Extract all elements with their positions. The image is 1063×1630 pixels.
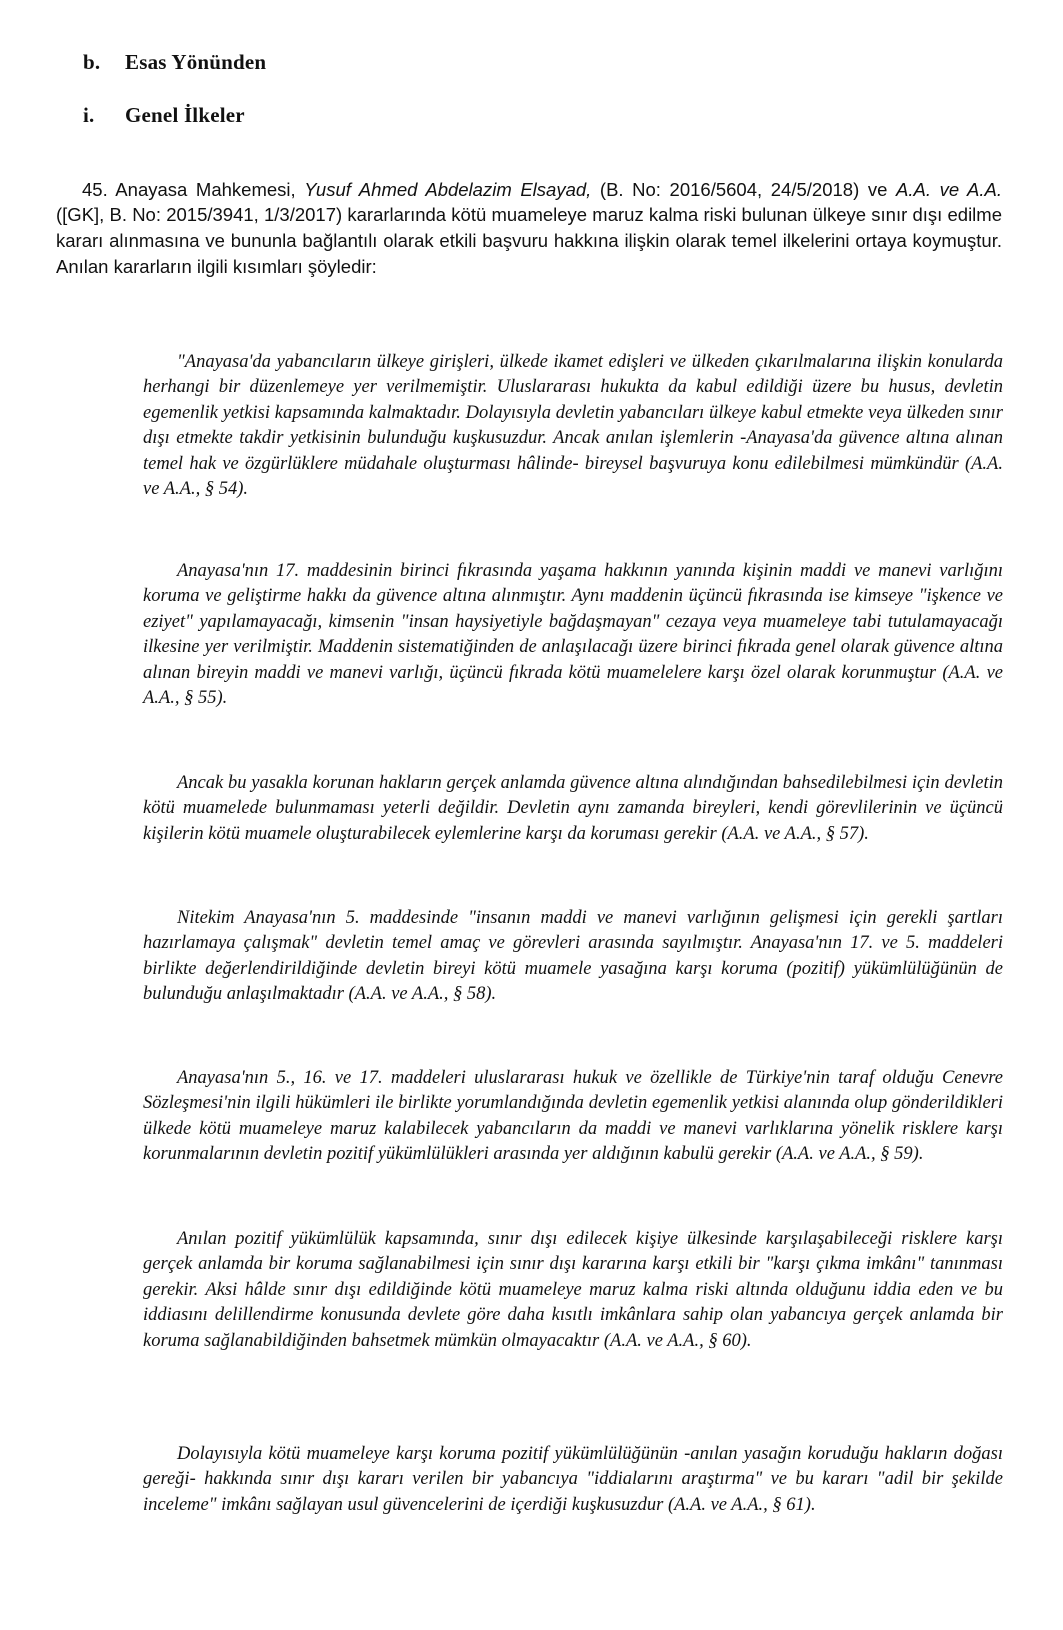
case-name: A.A. ve A.A. <box>896 178 1002 200</box>
heading-text: Genel İlkeler <box>125 103 245 127</box>
intro-text: Anayasa Mahkemesi, <box>107 178 305 200</box>
heading-text: Esas Yönünden <box>125 50 267 74</box>
quote-paragraph: Ancak bu yasakla korunan hakların gerçek anlamda güvence altına alındığından bahsedilebilmesi için devletin kötü muamelede bulunmaması yeterli değildir. Devletin aynı zamanda bireyleri, kendi görevlilerinin ve üçüncü kişilerin kötü muamele oluşturabilecek eylemlerine karşı da koruması gerekir (A.A. ve A.A., § 57). <box>143 772 1003 844</box>
paragraph-45 <box>56 177 1002 280</box>
quote-paragraph: Anayasa'nın 5., 16. ve 17. maddeleri uluslararası hukuk ve özellikle de Türkiye'nin taraf olduğu Cenevre Sözleşmesi'nin ilgili hükümleri ile birlikte yorumlandığında devletin egemenlik yetkisi alanında olup gönderildikleri ülkede kötü muameleye maruz kalabilecek yabancıların da maddi ve manevi varlıklarına yönelik risklere karşı korunmalarının devletin pozitif yükümlülükleri arasında yer aldığının kabulü gerekir (A.A. ve A.A., § 59). <box>143 1067 1003 1165</box>
section-heading-b <box>83 50 266 75</box>
quote-paragraph: Dolayısıyla kötü muameleye karşı koruma pozitif yükümlülüğünün -anılan yasağın koruduğu hakların doğası gereği- hakkında sınır dışı kararı verilen bir yabancıya "iddialarını araştırma" ve bu kararı "adil bir şekilde inceleme" imkânı sağlayan usul güvencelerini de içerdiği kuşkusuzdur (A.A. ve A.A., § 61). <box>143 1443 1003 1515</box>
quote-paragraph: "Anayasa'da yabancıların ülkeye girişleri, ülkede ikamet edişleri ve ülkeden çıkarılmalarına ilişkin konularda herhangi bir düzenlemeye yer verilmemiştir. Uluslararası hukukta da kabul edildiği üzere bu husus, devletin egemenlik yetkisi kapsamında kalmaktadır. Dolayısıyla devletin yabancıları ülkeye kabul etmekte veya ülkeden sınır dışı etmekte takdir yetkisinin bulunduğu kuşkusuzdur. Ancak anılan işlemlerin -Anayasa'da güvence altına alınan temel hak ve özgürlüklere müdahale oluşturması hâlinde- bireysel başvuruya konu edilebilmesi mümkündür (A.A. ve A.A., § 54). <box>143 351 1003 500</box>
case-name: Yusuf Ahmed Abdelazim Elsayad, <box>304 178 592 200</box>
quote-paragraph: Anılan pozitif yükümlülük kapsamında, sınır dışı edilecek kişiye ülkesinde karşılaşabileceği risklere karşı gerçek anlamda bir koruma sağlanabilmesi için sınır dışı kararına karşı etkili bir "karşı çıkma imkânı" tanınması gerekir. Aksi hâlde sınır dışı edildiğinde kötü muameleye maruz kalma riski altında olduğunu iddia eden ve bu iddiasını delillendirme konusunda devlete göre daha kısıtlı imkânlara sahip olan yabancıya gerçek anlamda bir koruma sağlanabildiğinden bahsetmek mümkün olmayacaktır (A.A. ve A.A., § 60). <box>143 1228 1003 1351</box>
section-heading-i <box>83 103 245 128</box>
heading-mark: b. <box>83 50 101 74</box>
intro-text: ([GK], B. No: 2015/3941, 1/3/2017) kararlarında kötü muameleye maruz kalma riski bulunan ülkeye sınır dışı edilme kararı alınmasına ve bununla bağlantılı olarak etkili başvuru hakkına ilişkin olarak temel ilkelerini ortaya koymuştur. Anılan kararların ilgili kısımları şöyledir: <box>56 204 1002 277</box>
intro-text: (B. No: 2016/5604, 24/5/2018) ve <box>591 178 896 200</box>
paragraph-number: 45. <box>82 178 108 200</box>
quote-paragraph: Nitekim Anayasa'nın 5. maddesinde "insanın maddi ve manevi varlığının gelişmesi için gerekli şartları hazırlamaya çalışmak" devletin temel amaç ve görevleri arasında sayılmıştır. Anayasa'nın 17. ve 5. maddeleri birlikte değerlendirildiğinde devletin bireyi kötü muamele yasağına karşı koruma (pozitif) yükümlülüğünün de bulunduğu anlaşılmaktadır (A.A. ve A.A., § 58). <box>143 907 1003 1005</box>
quote-paragraph: Anayasa'nın 17. maddesinin birinci fıkrasında yaşama hakkının yanında kişinin maddi ve manevi varlığını koruma ve geliştirme hakkı da güvence altına alınmıştır. Aynı maddenin üçüncü fıkrasında ise kimseye "işkence ve eziyet" yapılamayacağı, kimsenin "insan haysiyetiyle bağdaşmayan" cezaya veya muameleye tabi tutulamayacağı ilkesine yer verilmiştir. Maddenin sistematiğinden de anlaşılacağı üzere birinci fıkrada genel olarak güvence altına alınan bireyin maddi ve manevi varlığı, üçüncü fıkrada kötü muamelelere karşı özel olarak korunmuştur (A.A. ve A.A., § 55). <box>143 560 1003 709</box>
heading-mark: i. <box>83 103 95 127</box>
